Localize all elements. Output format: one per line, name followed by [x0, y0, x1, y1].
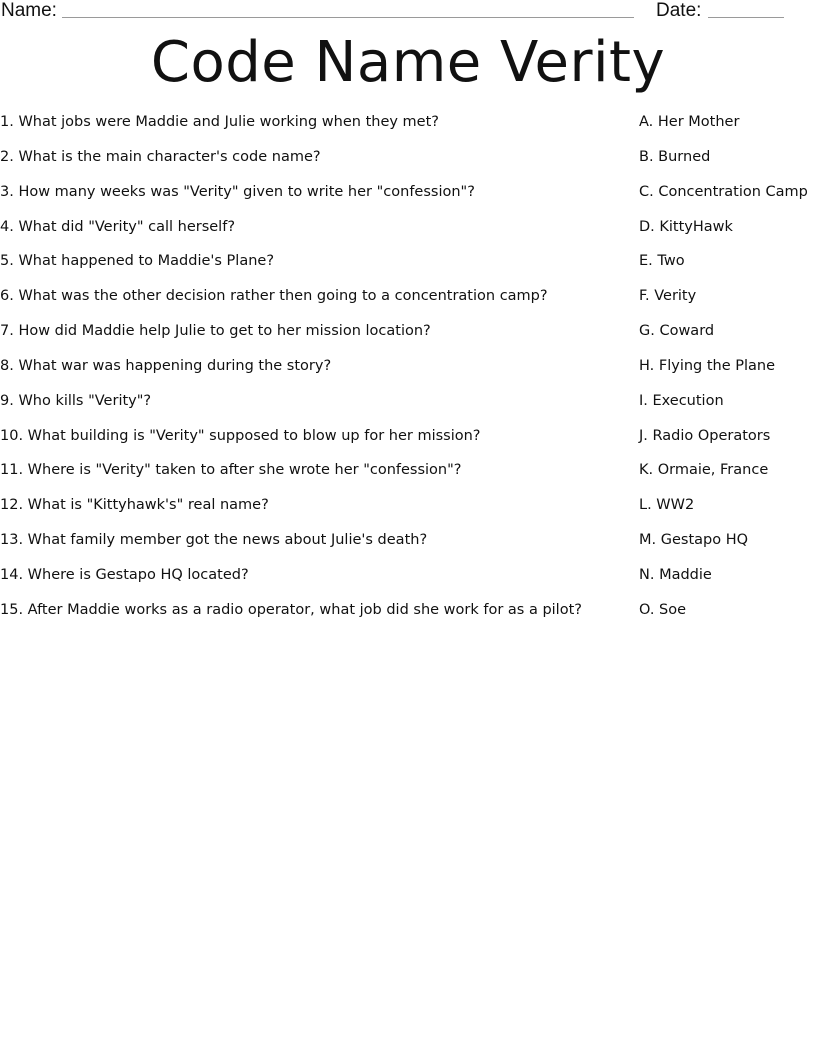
question-5: 5. What happened to Maddie's Plane? [0, 253, 275, 270]
clue-row-15 [0, 600, 816, 635]
question-7: 7. How did Maddie help Julie to get to her mission location? [0, 323, 431, 340]
worksheet-header [0, 0, 816, 24]
worksheet-title: Code Name Verity [150, 30, 666, 95]
clue-row-11 [0, 460, 816, 495]
clue-row-9 [0, 391, 816, 426]
question-3: 3. How many weeks was "Verity" given to write her "confession"? [0, 183, 475, 200]
answer-o: O. Soe [639, 601, 687, 618]
question-11: 11. Where is "Verity" taken to after she wrote her "confession"? [0, 462, 462, 479]
answer-b: B. Burned [639, 148, 711, 165]
clue-row-10 [0, 426, 816, 461]
date-blank-line [708, 17, 784, 18]
clue-row-1 [0, 112, 816, 147]
question-15: 15. After Maddie works as a radio operator, what job did she work for as a pilot? [0, 601, 582, 618]
answer-f: F. Verity [639, 288, 697, 305]
question-1: 1. What jobs were Maddie and Julie working when they met? [0, 114, 439, 130]
clue-row-8 [0, 356, 816, 391]
answer-c: C. Concentration Camp [639, 183, 808, 200]
clue-row-14 [0, 565, 816, 600]
question-12: 12. What is "Kittyhawk's" real name? [0, 497, 269, 514]
name-blank-line [62, 17, 634, 18]
answer-h: H. Flying the Plane [639, 357, 776, 374]
clue-row-13 [0, 530, 816, 565]
question-10: 10. What building is "Verity" supposed to blow up for her mission? [0, 427, 481, 444]
matching-clues [0, 112, 816, 635]
name-label: Name: [1, 0, 57, 21]
clue-row-5 [0, 251, 816, 286]
question-14: 14. Where is Gestapo HQ located? [0, 566, 249, 583]
answer-i: I. Execution [639, 392, 724, 409]
clue-row-6 [0, 286, 816, 321]
question-13: 13. What family member got the news about Julie's death? [0, 532, 428, 549]
date-label: Date: [656, 0, 702, 21]
question-8: 8. What war was happening during the story? [0, 357, 332, 374]
clue-row-7 [0, 321, 816, 356]
question-2: 2. What is the main character's code name? [0, 148, 321, 165]
clue-row-3 [0, 182, 816, 217]
question-9: 9. Who kills "Verity"? [0, 392, 152, 409]
clue-row-4 [0, 217, 816, 252]
question-4: 4. What did "Verity" call herself? [0, 218, 236, 235]
answer-e: E. Two [639, 253, 685, 270]
question-6: 6. What was the other decision rather then going to a concentration camp? [0, 288, 548, 305]
clue-row-2 [0, 147, 816, 182]
answer-k: K. Ormaie, France [639, 462, 769, 479]
clue-row-12 [0, 495, 816, 530]
answer-n: N. Maddie [639, 566, 712, 583]
answer-l: L. WW2 [639, 497, 695, 514]
answer-m: M. Gestapo HQ [639, 532, 749, 549]
answer-j: J. Radio Operators [639, 427, 771, 444]
answer-d: D. KittyHawk [639, 218, 733, 235]
answer-g: G. Coward [639, 323, 715, 340]
answer-a: A. Her Mother [639, 114, 740, 130]
